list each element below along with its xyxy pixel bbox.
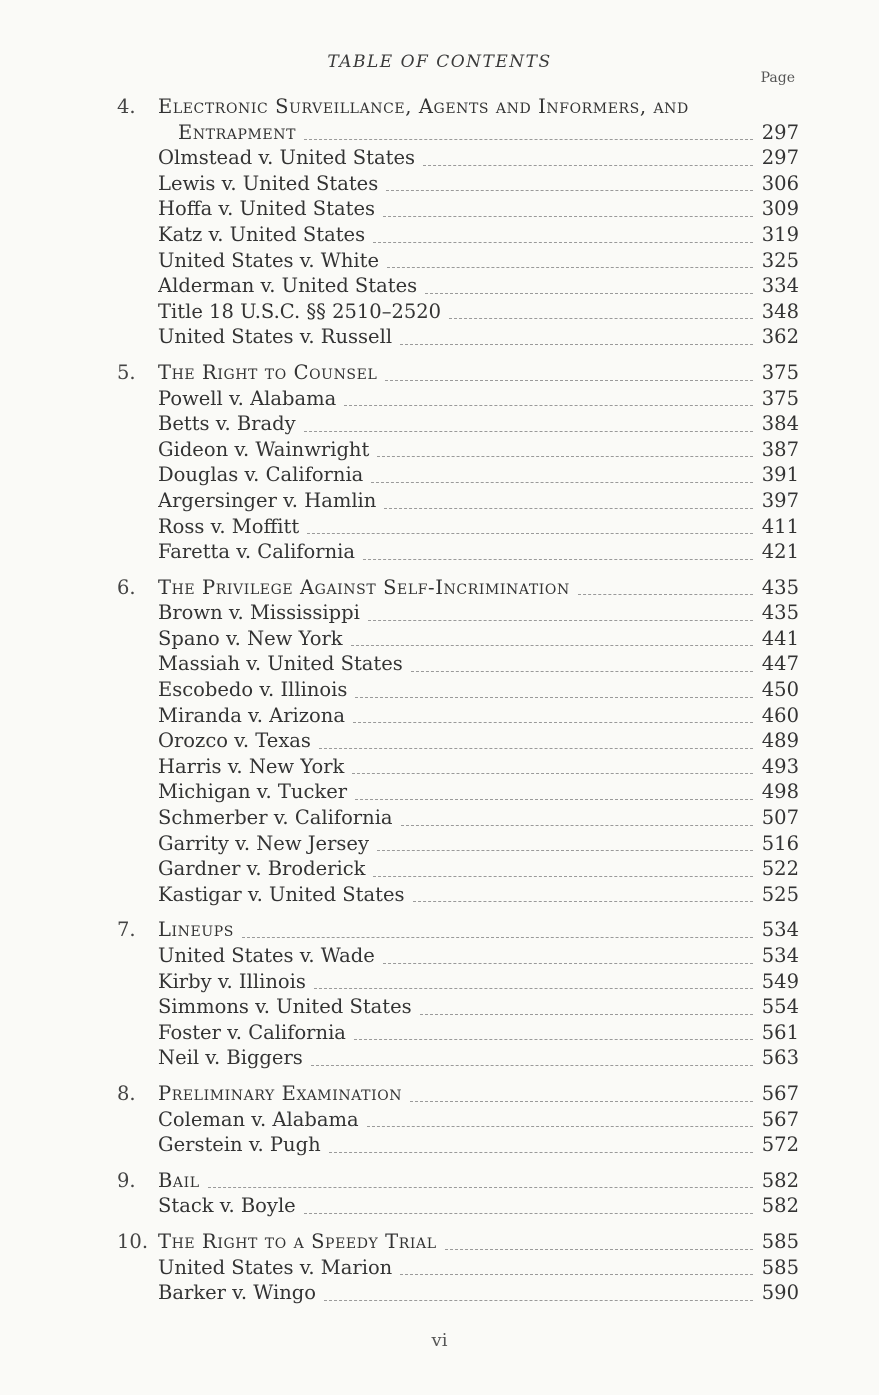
case-name: Faretta v. California (158, 540, 356, 564)
dot-leader (377, 456, 753, 457)
toc-entry (0, 1107, 879, 1133)
case-name: Gerstein v. Pugh (158, 1133, 321, 1157)
toc-chapter-heading (0, 1081, 879, 1107)
case-name: Neil v. Biggers (158, 1046, 303, 1070)
dot-leader (384, 508, 753, 509)
toc-entry (0, 600, 879, 626)
chapter-page-number: 585 (761, 1229, 799, 1253)
entry-title-line (158, 1107, 753, 1133)
entry-page-number: 561 (761, 1020, 799, 1044)
entry-page-number: 391 (761, 463, 799, 487)
toc-chapter-heading (0, 575, 879, 601)
chapter-title: Bail (158, 1168, 200, 1192)
entry-page-number: 507 (761, 806, 799, 830)
entry-page-number: 397 (761, 488, 799, 512)
dot-leader (351, 645, 753, 646)
entry-title-line (158, 222, 753, 248)
entry-title-line (158, 196, 753, 222)
toc-entry (0, 856, 879, 882)
toc-entry (0, 386, 879, 412)
toc-chapter-heading (0, 94, 879, 120)
toc-entry (0, 754, 879, 780)
entry-page-number: 563 (761, 1046, 799, 1070)
entry-page-number: 309 (761, 197, 799, 221)
dot-leader (578, 594, 753, 595)
dot-leader (311, 1065, 753, 1066)
toc-entry (0, 248, 879, 274)
entry-title-line (158, 728, 753, 754)
case-name: Garrity v. New Jersey (158, 831, 369, 855)
chapter-title-line (158, 360, 753, 386)
chapter-page-number: 567 (761, 1081, 799, 1105)
case-name: Massiah v. United States (158, 652, 403, 676)
toc-entry (0, 196, 879, 222)
case-name: Title 18 U.S.C. §§ 2510–2520 (158, 299, 442, 323)
dot-leader (373, 876, 753, 877)
chapter-number: 8. (117, 1081, 136, 1105)
toc-entry (0, 779, 879, 805)
toc-entry (0, 1045, 879, 1071)
case-name: Spano v. New York (158, 626, 343, 650)
case-name: Powell v. Alabama (158, 386, 337, 410)
case-name: Miranda v. Arizona (158, 703, 345, 727)
chapter-title-line (158, 1168, 753, 1194)
entry-title-line (158, 831, 753, 857)
toc-chapter (0, 360, 879, 565)
toc-entry (0, 145, 879, 171)
dot-leader (329, 1152, 753, 1153)
entry-title-line (158, 754, 753, 780)
chapter-title: The Privilege Against Self-Incrimination (158, 575, 570, 599)
entry-title-line (158, 703, 753, 729)
case-name: Harris v. New York (158, 754, 345, 778)
dot-leader (314, 988, 753, 989)
entry-page-number: 411 (761, 514, 799, 538)
chapter-title: The Right to a Speedy Trial (158, 1229, 437, 1253)
entry-page-number: 489 (761, 729, 799, 753)
entry-title-line (158, 299, 753, 325)
entry-page-number: 582 (761, 1194, 799, 1218)
dot-leader (354, 1039, 753, 1040)
entry-title-line (158, 779, 753, 805)
case-name: Douglas v. California (158, 463, 364, 487)
chapter-page-number: 582 (761, 1168, 799, 1192)
dot-leader (371, 482, 753, 483)
dot-leader (425, 293, 753, 294)
dot-leader (423, 165, 753, 166)
toc-chapter-heading (0, 917, 879, 943)
dot-leader (363, 559, 753, 560)
chapter-page-number: 435 (761, 575, 799, 599)
entry-page-number: 319 (761, 222, 799, 246)
entry-page-number: 516 (761, 831, 799, 855)
dot-leader (368, 620, 753, 621)
dot-leader (208, 1187, 753, 1188)
entry-title-line (158, 411, 753, 437)
dot-leader (411, 671, 753, 672)
toc-entry (0, 1132, 879, 1158)
entry-title-line (158, 882, 753, 908)
entry-page-number: 348 (761, 299, 799, 323)
entry-title-line (158, 462, 753, 488)
case-name: Ross v. Moffitt (158, 514, 300, 538)
entry-title-line (158, 677, 753, 703)
dot-leader (367, 1126, 753, 1127)
case-name: Orozco v. Texas (158, 729, 311, 753)
entry-page-number: 522 (761, 857, 799, 881)
toc-entry (0, 488, 879, 514)
entry-page-number: 384 (761, 412, 799, 436)
toc-entry (0, 1255, 879, 1281)
toc-entry (0, 1280, 879, 1306)
dot-leader (324, 1300, 753, 1301)
toc-entry (0, 437, 879, 463)
chapter-page-number: 534 (761, 918, 799, 942)
case-name: United States v. Marion (158, 1255, 393, 1279)
entry-page-number: 493 (761, 754, 799, 778)
running-head: TABLE OF CONTENTS (327, 52, 552, 72)
entry-page-number: 498 (761, 780, 799, 804)
dot-leader (385, 380, 753, 381)
chapter-title-continued: Entrapment (178, 120, 297, 144)
toc-entry (0, 222, 879, 248)
entry-title-line (158, 805, 753, 831)
toc-entry (0, 514, 879, 540)
page-column-label: Page (760, 70, 795, 86)
toc-entry (0, 1193, 879, 1219)
dot-leader (377, 850, 753, 851)
dot-leader (383, 216, 753, 217)
entry-title-line (158, 488, 753, 514)
dot-leader (319, 748, 753, 749)
entry-page-number: 567 (761, 1107, 799, 1131)
entry-title-line (158, 514, 753, 540)
toc-chapter (0, 1168, 879, 1219)
dot-leader (410, 1101, 753, 1102)
case-name: Coleman v. Alabama (158, 1107, 359, 1131)
toc-entry (0, 626, 879, 652)
toc-entry (0, 943, 879, 969)
entry-title-line (158, 651, 753, 677)
case-name: United States v. Wade (158, 944, 375, 967)
entry-page-number: 450 (761, 678, 799, 702)
dot-leader (445, 1249, 753, 1250)
case-name: Betts v. Brady (158, 412, 296, 436)
toc-entry (0, 994, 879, 1020)
entry-title-line (158, 145, 753, 171)
toc-chapter-heading (0, 360, 879, 386)
dot-leader (387, 267, 753, 268)
chapter-title-line (158, 94, 753, 120)
dot-leader (383, 963, 753, 964)
entry-page-number: 534 (761, 944, 799, 967)
dot-leader (400, 344, 753, 345)
entry-page-number: 585 (761, 1255, 799, 1279)
chapter-title: Electronic Surveillance, Agents and Informers, and (158, 95, 689, 118)
case-name: Escobedo v. Illinois (158, 678, 348, 702)
case-name: Schmerber v. California (158, 806, 393, 830)
case-name: Brown v. Mississippi (158, 601, 360, 625)
dot-leader (304, 1213, 753, 1214)
entry-title-line (158, 437, 753, 463)
dot-leader (420, 1014, 753, 1015)
toc-entry (0, 462, 879, 488)
chapter-page-number: 297 (761, 120, 799, 144)
entry-title-line (158, 324, 753, 350)
case-name: Alderman v. United States (158, 274, 418, 298)
toc-chapter-heading-continued (0, 120, 879, 146)
entry-title-line (158, 248, 753, 274)
dot-leader (344, 405, 753, 406)
toc-chapter-heading (0, 1168, 879, 1194)
chapter-number: 5. (117, 360, 136, 384)
case-name: Gardner v. Broderick (158, 857, 366, 881)
dot-leader (355, 697, 753, 698)
chapter-title-line (158, 1229, 753, 1255)
chapter-number: 10. (117, 1229, 149, 1253)
toc-entry (0, 728, 879, 754)
toc-chapter (0, 917, 879, 1071)
entry-page-number: 375 (761, 386, 799, 410)
toc-entry (0, 273, 879, 299)
case-name: Kirby v. Illinois (158, 969, 306, 993)
dot-leader (307, 533, 753, 534)
toc-entry (0, 831, 879, 857)
toc-chapter (0, 575, 879, 908)
entry-page-number: 334 (761, 274, 799, 298)
toc-entry (0, 411, 879, 437)
entry-page-number: 549 (761, 969, 799, 993)
chapter-number: 6. (117, 575, 136, 599)
dot-leader (304, 139, 753, 140)
entry-page-number: 572 (761, 1133, 799, 1157)
entry-title-line (158, 856, 753, 882)
entry-page-number: 590 (761, 1281, 799, 1305)
case-name: United States v. Russell (158, 325, 393, 349)
case-name: Argersinger v. Hamlin (158, 488, 377, 512)
entry-page-number: 297 (761, 146, 799, 170)
toc-entry (0, 299, 879, 325)
toc-chapter (0, 1229, 879, 1306)
entry-title-line (158, 600, 753, 626)
case-name: Katz v. United States (158, 222, 366, 246)
chapter-title-line (158, 917, 753, 943)
dot-leader (401, 825, 753, 826)
toc-entry (0, 539, 879, 565)
case-name: Gideon v. Wainwright (158, 437, 370, 461)
toc-chapter (0, 1081, 879, 1158)
toc-entry (0, 969, 879, 995)
dot-leader (449, 318, 753, 319)
case-name: Kastigar v. United States (158, 882, 405, 906)
chapter-number: 4. (117, 95, 136, 118)
entry-page-number: 447 (761, 652, 799, 676)
toc-entry (0, 651, 879, 677)
case-name: Hoffa v. United States (158, 197, 376, 221)
entry-title-line (158, 1255, 753, 1281)
chapter-title-line (158, 575, 753, 601)
entry-title-line (158, 1280, 753, 1306)
entry-title-line (158, 1020, 753, 1046)
dot-leader (242, 937, 753, 938)
entry-title-line (158, 273, 753, 299)
entry-page-number: 325 (761, 248, 799, 272)
entry-title-line (158, 1132, 753, 1158)
chapter-title: Lineups (158, 918, 234, 942)
dot-leader (413, 901, 754, 902)
dot-leader (353, 722, 753, 723)
case-name: United States v. White (158, 248, 380, 272)
entry-title-line (158, 1193, 753, 1219)
case-name: Barker v. Wingo (158, 1281, 316, 1305)
toc-entry (0, 324, 879, 350)
case-name: Stack v. Boyle (158, 1194, 296, 1218)
chapter-title-line (158, 1081, 753, 1107)
chapter-title: The Right to Counsel (158, 360, 378, 384)
dot-leader (352, 773, 753, 774)
entry-title-line (158, 626, 753, 652)
toc-entry (0, 1020, 879, 1046)
entry-page-number: 460 (761, 703, 799, 727)
entry-page-number: 441 (761, 626, 799, 650)
case-name: Simmons v. United States (158, 995, 412, 1019)
entry-title-line (158, 171, 753, 197)
entry-title-line (158, 943, 753, 969)
entry-page-number: 387 (761, 437, 799, 461)
dot-leader (400, 1274, 753, 1275)
entry-page-number: 362 (761, 325, 799, 349)
dot-leader (355, 799, 753, 800)
chapter-title-line (178, 120, 753, 146)
case-name: Foster v. California (158, 1020, 346, 1044)
dot-leader (373, 242, 753, 243)
entry-page-number: 421 (761, 540, 799, 564)
toc-entry (0, 805, 879, 831)
entry-title-line (158, 969, 753, 995)
chapter-page-number: 375 (761, 360, 799, 384)
page-folio: vi (431, 1330, 448, 1351)
chapter-title: Preliminary Examination (158, 1081, 403, 1105)
entry-title-line (158, 386, 753, 412)
toc-entry (0, 703, 879, 729)
entry-page-number: 525 (761, 882, 799, 906)
entry-page-number: 554 (761, 995, 799, 1019)
toc-chapter-heading (0, 1229, 879, 1255)
toc-entry (0, 677, 879, 703)
dot-leader (304, 431, 753, 432)
toc-entry (0, 171, 879, 197)
toc-entry (0, 882, 879, 908)
toc-chapter (0, 94, 879, 350)
entry-title-line (158, 994, 753, 1020)
case-name: Olmstead v. United States (158, 146, 415, 170)
case-name: Michigan v. Tucker (158, 780, 348, 804)
chapter-number: 9. (117, 1168, 136, 1192)
entry-page-number: 306 (761, 171, 799, 195)
entry-title-line (158, 539, 753, 565)
entry-page-number: 435 (761, 601, 799, 625)
entry-title-line (158, 1045, 753, 1071)
chapter-number: 7. (117, 918, 136, 942)
dot-leader (386, 190, 753, 191)
case-name: Lewis v. United States (158, 171, 379, 195)
table-of-contents (0, 94, 879, 1316)
